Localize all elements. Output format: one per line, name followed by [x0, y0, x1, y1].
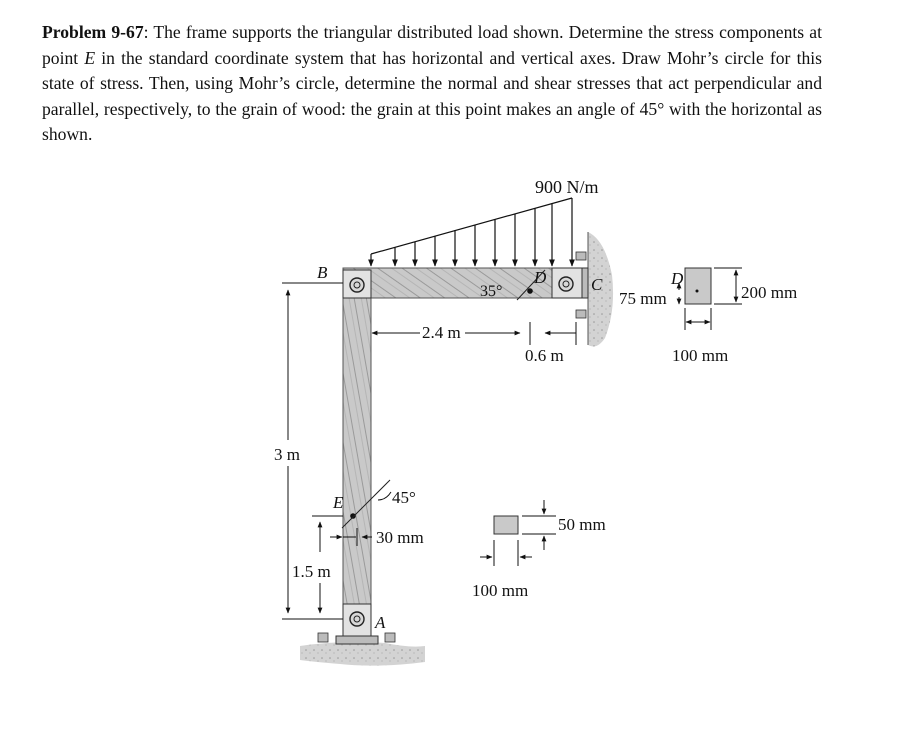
- column-ab: [343, 268, 371, 608]
- dim-beam: [372, 322, 576, 345]
- beam-bc: [343, 268, 583, 298]
- dim-2-4-label: 2.4 m: [422, 323, 461, 342]
- section-d-width-label: 100 mm: [672, 346, 729, 365]
- bolt-c-bottom: [576, 310, 586, 318]
- pin-a: [350, 612, 364, 626]
- label-d: D: [534, 268, 547, 287]
- label-c: C: [591, 275, 603, 294]
- label-e: E: [333, 493, 344, 512]
- section-d-height-label: 200 mm: [741, 283, 798, 302]
- load-line: [371, 198, 572, 254]
- base-plate-a: [336, 636, 378, 644]
- angle-35-label: 35°: [480, 283, 503, 300]
- section-d: [685, 268, 711, 304]
- angle-45-label: 45°: [392, 488, 416, 507]
- point-e-marker: [350, 513, 356, 519]
- bolt-c-top: [576, 252, 586, 260]
- dim-30mm-label: 30 mm: [376, 528, 424, 547]
- load-label: 900 N/m: [535, 177, 599, 197]
- section-d-depth-label: 75 mm: [619, 289, 667, 308]
- label-b: B: [317, 263, 328, 282]
- load-arrows: [371, 198, 572, 266]
- point-d-marker: [527, 288, 533, 294]
- dim-1-5m-label: 1.5 m: [292, 562, 331, 581]
- section-e-height-label: 50 mm: [558, 515, 606, 534]
- pin-c: [559, 277, 573, 291]
- section-d-label: D: [671, 269, 684, 288]
- problem-point-e: E: [84, 47, 96, 68]
- dim-3m-label: 3 m: [274, 445, 300, 464]
- section-e: [494, 516, 518, 534]
- problem-text-part2: in the standard coordinate system that has horizontal and vertical axes. Draw Mohr’s circle for this state of stress. Then, using Mohr’s circle, determine the normal and shear stresses that act perpendicular and parallel, respectively, to the grain of wood: the grain at this point makes an angle of 45° with the horizontal as shown.: [42, 47, 822, 144]
- problem-text-part1: The frame supports the triangular distributed load shown. Determine the stress components at point: [42, 22, 822, 68]
- problem-label: Problem 9-67: [42, 22, 144, 42]
- section-e-width-label: 100 mm: [472, 581, 529, 600]
- pin-b: [350, 278, 364, 292]
- label-a: A: [375, 613, 386, 632]
- ground-base: [300, 642, 425, 666]
- problem-label-separator: :: [143, 22, 154, 42]
- dim-0-6-label: 0.6 m: [525, 346, 564, 365]
